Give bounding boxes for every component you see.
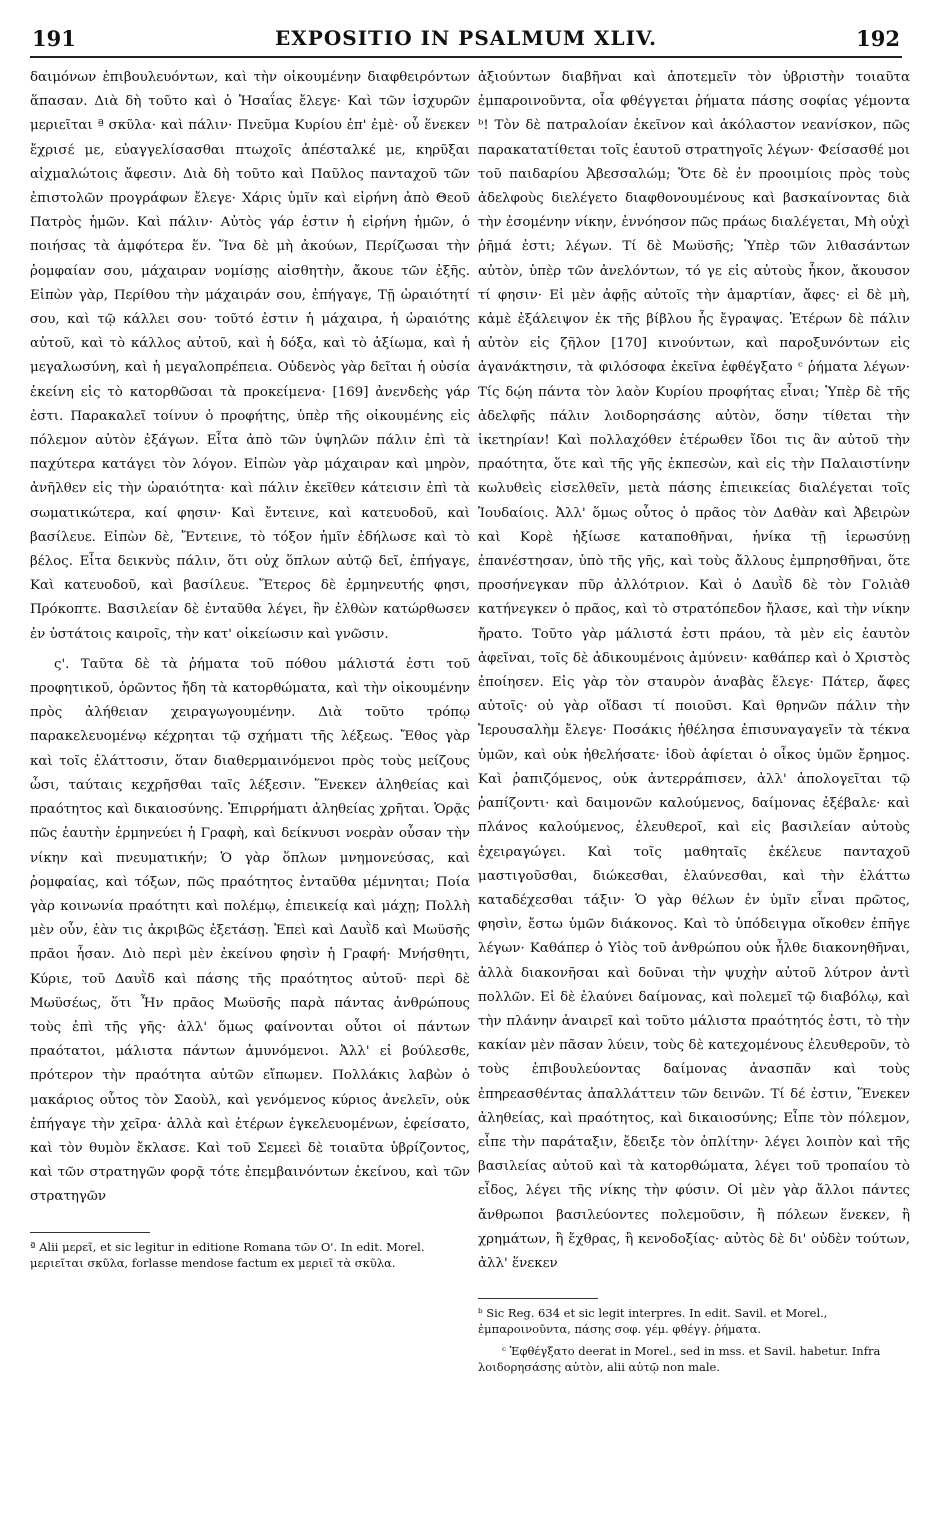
right-column	[478, 66, 910, 1375]
footnote-b: ᵇ Sic Reg. 634 et sic legit interpres. In edit. Savil. et Morel., ἐμπαροινοῦντα, πάσης σοφ. γέμ. φθέγγ. ῥήματα.	[478, 1306, 828, 1337]
running-title: EXPOSITIO IN PSALMUM XLIV.	[275, 26, 657, 50]
page-number-left: 191	[32, 26, 76, 51]
page-header	[30, 22, 902, 58]
left-column	[30, 66, 470, 1271]
page-number-right: 192	[856, 26, 900, 51]
left-paragraph-2: ς'. Ταῦτα δὲ τὰ ῥήματα τοῦ πόθου μάλιστά ἐστι τοῦ προφητικοῦ, ὁρῶντος ἤδη τὰ κατορθώματα, καὶ τὴν οἰκουμένην πρὸς ἀλήθειαν χειραγωγουμένην. Διὰ τοῦτο τρόπῳ παρακελευομένῳ κέχρηται τῷ σχήματι τῆς λέξεως. Ἔθος γὰρ καὶ τοῖς ἐλάττοσιν, ὅταν διαθερμαινόμενοι πρὸς τοὺς μείζους ὦσι, ταύταις κεχρῆσθαι ταῖς λέξεσιν. Ἕνεκεν ἀληθείας καὶ πραότητος καὶ δικαιοσύνης. Ἐπιρρήματι ἀληθείας χρῆται. Ὁρᾷς πῶς ἑαυτὴν ἑρμηνεύει ἡ Γραφὴ, καὶ δείκνυσι νοερὰν οὖσαν τὴν νίκην καὶ πνευματικήν; Ὁ γὰρ ὅπλων μνημονεύσας, καὶ ῥομφαίας, καὶ τόξων, πῶς πραότητος ἐνταῦθα μέμνηται; Ποία γὰρ κοινωνία πραότητι καὶ πολέμῳ, ἐπιεικείᾳ καὶ μάχῃ; Πολλὴ μὲν οὖν, ἐὰν τις ἀκριβῶς ἐξετάσῃ. Ἐπεὶ καὶ Δαυῒδ καὶ Μωϋσῆς πρᾶοι ἦσαν. Διὸ περὶ μὲν ἐκείνου φησὶν ἡ Γραφή· Μνήσθητι, Κύριε, τοῦ Δαυῒδ καὶ πάσης τῆς πραότητος αὐτοῦ· περὶ δὲ Μωϋσέως, ὅτι Ἦν πρᾶος Μωϋσῆς παρὰ πάντας ἀνθρώπους τοὺς ἐπὶ τῆς γῆς· ἀλλ' ὅμως φαίνονται οὗτοι οἱ πάντων πραότατοι, μάλιστα πάντων ἀμυνόμενοι. Ἀλλ' εἰ βούλεσθε, πρότερον τὴν πραότητα αὐτῶν εἴπωμεν. Πολλάκις λαβὼν ὁ μακάριος οὗτος τὸν Σαοὺλ, καὶ γενόμενος κύριος ἀνελεῖν, οὐκ ἐπήγαγε τὴν χεῖρα· ἀλλὰ καὶ ἑτέρων ἐγκελευομένων, ἐφείσατο, καὶ τὸν θυμὸν ἔκλασε. Καὶ τοῦ Σεμεεὶ δὲ τοιαῦτα ὑβρίζοντος, καὶ τῶν στρατηγῶν φορᾷ τότε ἐπεμβαινόντων ἐκείνου, καὶ τῶν στρατηγῶν	[30, 656, 470, 1205]
left-paragraph-1: δαιμόνων ἐπιβουλευόντων, καὶ τὴν οἰκουμένην διαφθειρόντων ἅπασαν. Διὰ δὴ τοῦτο καὶ ὁ Ἡσαΐας ἔλεγε· Καὶ τῶν ἰσχυρῶν μεριεῖται ª σκῦλα· καὶ πάλιν· Πνεῦμα Κυρίου ἐπ' ἐμὲ· οὗ ἕνεκεν ἔχρισέ με, εὐαγγελίσασθαι πτωχοῖς ἀπέσταλκέ με, κηρῦξαι αἰχμαλώτοις ἄφεσιν. Διὰ δὴ τοῦτο καὶ Παῦλος πανταχοῦ τῶν ἐπιστολῶν προγράφων ἔλεγε· Χάρις ὑμῖν καὶ εἰρήνη ἀπὸ Θεοῦ Πατρὸς ἡμῶν. Καὶ πάλιν· Αὐτὸς γάρ ἐστιν ἡ εἰρήνη ἡμῶν, ὁ ποιήσας τὰ ἀμφότερα ἕν. Ἵνα δὲ μὴ ἀκούων, Περίζωσαι τὴν ῥομφαίαν σου, μάχαιραν νομίσῃς αἰσθητὴν, ἄκουε τῶν ἑξῆς. Εἰπὼν γὰρ, Περίθου τὴν μάχαιράν σου, ἐπήγαγε, Τῇ ὡραιότητί σου, καὶ τῷ κάλλει σου· τοῦτό ἐστιν ἡ μάχαιρα, ἡ ὡραιότης αὐτοῦ, καὶ τὸ κάλλος αὐτοῦ, καὶ ἡ δόξα, καὶ τὸ ἀξίωμα, καὶ ἡ μεγαλωσύνη, καὶ ἡ μεγαλοπρέπεια. Οὐδενὸς γὰρ δεῖται ἡ οὐσία ἐκείνη εἰς τὸ κατορθῶσαι τὰ προκείμενα· [169] ἀνενδεὴς γάρ ἐστι. Παρακαλεῖ τοίνυν ὁ προφήτης, ὑπὲρ τῆς οἰκουμένης εἰς πόλεμον αὐτὸν ἐξάγων. Εἶτα ἀπὸ τῶν ὑψηλῶν πάλιν ἐπὶ τὰ παχύτερα κατάγει τὸν λόγον. Εἰπὼν γὰρ μάχαιραν καὶ μηρὸν, ἀνῆλθεν εἰς τὴν ὡραιότητα· καὶ πάλιν ἐκεῖθεν κάτεισιν ἐπὶ τὰ σωματικώτερα, καί φησιν· Καὶ ἔντεινε, καὶ κατευοδοῦ, καὶ βασίλευε. Εἰπὼν δὲ, Ἔντεινε, τὸ τόξον ἡμῖν ἐδήλωσε καὶ τὸ βέλος. Εἶτα δεικνὺς πάλιν, ὅτι οὐχ ὅπλων αὐτῷ δεῖ, ἐπήγαγε, Καὶ κατευοδοῦ, καὶ βασίλευε. Ἕτερος δὲ ἑρμηνευτής φησι, Πρόκοπτε. Βασιλείαν δὲ ἐνταῦθα λέγει, ἣν ἐλθὼν κατώρθωσεν ἐν ὑστάτοις καιροῖς, τὴν κατ' οἰκείωσιν καὶ γνῶσιν.	[30, 70, 470, 642]
right-paragraph-1: ἀξιούντων διαβῆναι καὶ ἀποτεμεῖν τὸν ὑβριστὴν τοιαῦτα ἐμπαροινοῦντα, οἷα φθέγγεται ῥήματα πάσης σοφίας γέμοντα ᵇ! Τὸν δὲ πατραλοίαν ἐκεῖνον καὶ ἀκόλαστον νεανίσκον, πῶς παρακατατίθεται τοῖς ἑαυτοῦ στρατηγοῖς λέγων· Φείσασθέ μοι τοῦ παιδαρίου Ἀβεσσαλώμ; Ὅτε δὲ ἐν προοιμίοις πρὸς τοὺς ἀδελφοὺς διελέγετο διαφθονουμένους καὶ βασκαίνοντας διὰ τὴν ἐσομένην νίκην, ἐννόησον πῶς πράως διαλέγεται, Μὴ οὐχὶ ῥῆμά ἐστι; λέγων. Τί δὲ Μωϋσῆς; Ὑπὲρ τῶν λιθασάντων αὐτὸν, ὑπὲρ τῶν ἀνελόντων, τό γε εἰς αὐτοὺς ἧκον, ἄκουσον τί φησιν· Εἰ μὲν ἀφῇς αὐτοῖς τὴν ἁμαρτίαν, ἄφες· εἰ δὲ μὴ, κἀμὲ ἐξάλειψον ἐκ τῆς βίβλου ἧς ἔγραψας. Ἑτέρων δὲ πάλιν αὐτὸν εἰς ζῆλον [170] κινούντων, καὶ παροξυνόντων εἰς ἀγανάκτησιν, τὰ φιλόσοφα ἐκεῖνα ἐφθέγξατο ᶜ ῥήματα λέγων· Τίς δῴη πάντα τὸν λαὸν Κυρίου προφήτας εἶναι; Ὑπὲρ δὲ τῆς ἀδελφῆς πάλιν λοιδορησάσης αὐτὸν, ὅσην τίθεται τὴν ἱκετηρίαν! Καὶ πολλαχόθεν ἑτέρωθεν ἴδοι τις ἂν αὐτοῦ τὴν πραότητα, ὅτε καὶ τῆς γῆς ἐκπεσὼν, καὶ εἰς τὴν Παλαιστίνην κωλυθεὶς εἰσελθεῖν, μετὰ πάσης ἐπιεικείας διαλέγεται τοῖς Ἰουδαίοις. Ἀλλ' ὅμως οὗτος ὁ πρᾶος τὸν Δαθὰν καὶ Ἀβειρὼν καὶ Κορὲ ἠξίωσε καταποθῆναι, ἡνίκα τῇ ἱερωσύνῃ ἐπανέστησαν, ὑπὸ τῆς γῆς, καὶ τοὺς ἄλλους ἐμπρησθῆναι, ὅτε προσήνεγκαν πῦρ ἀλλότριον. Καὶ ὁ Δαυῒδ δὲ τὸν Γολιὰθ κατήνεγκεν ὁ πρᾶος, καὶ τὸ στρατόπεδον ἤλασε, καὶ τὴν νίκην ἤρατο. Τοῦτο γὰρ μάλιστά ἐστι πράου, τὰ μὲν εἰς ἑαυτὸν ἀφεῖναι, τοῖς δὲ ἀδικουμένοις ἀμύνειν· καθάπερ καὶ ὁ Χριστὸς ἐποίησεν. Εἰς γὰρ τὸν σταυρὸν ἀναβὰς ἔλεγε· Πάτερ, ἄφες αὐτοῖς· οὐ γὰρ οἴδασι τί ποιοῦσι. Καὶ θρηνῶν πάλιν τὴν Ἱερουσαλὴμ ἔλεγε· Ποσάκις ἠθέλησα ἐπισυναγαγεῖν τὰ τέκνα ὑμῶν, καὶ οὐκ ἠθελήσατε· ἰδοὺ ἀφίεται ὁ οἶκος ὑμῶν ἔρημος. Καὶ ῥαπιζόμενος, οὐκ ἀντερράπισεν, ἀλλ' ἀπολογεῖται τῷ ῥαπίζοντι· καὶ δαιμονῶν καλούμενος, δαίμονας ἐξέβαλε· καὶ πλάνος καλούμενος, ἐλευθεροῖ, καὶ εἰς βασιλείαν αὐτοὺς ἐχειραγώγει. Καὶ τοῖς μαθηταῖς ἐκέλευε πανταχοῦ μαστιγοῦσθαι, διώκεσθαι, ἐλαύνεσθαι, καὶ τὴν ἐλάττω καταδέχεσθαι τάξιν· Ὁ γὰρ θέλων ἐν ὑμῖν εἶναι πρῶτος, φησὶν, ἔστω ὑμῶν διάκονος. Καὶ τὸ ὑπόδειγμα οἴκοθεν ἐπῆγε λέγων· Καθάπερ ὁ Υἱὸς τοῦ ἀνθρώπου οὐκ ἦλθε διακονηθῆναι, ἀλλὰ διακονῆσαι καὶ δοῦναι τὴν ψυχὴν αὐτοῦ λύτρον ἀντὶ πολλῶν. Εἰ δὲ ἐλαύνει δαίμονας, καὶ πολεμεῖ τῷ διαβόλῳ, καὶ τὴν πλάνην ἀναιρεῖ καὶ τοῦτο μάλιστα πραότητός ἐστι, τὸ τὴν κακίαν μὲν πᾶσαν λύειν, τοὺς δὲ κατεχομένους ἐλευθεροῦν, τὸ τοὺς ἐπιβουλεύοντας δαίμονας ἀνασπᾶν καὶ τοὺς ἐπηρεασθέντας ἀπαλλάττειν τῶν δεινῶν. Τί δέ ἐστιν, Ἕνεκεν ἀληθείας, καὶ πραότητος, καὶ δικαιοσύνης; Εἶπε τὸν πόλεμον, εἶπε τὴν παράταξιν, ἔδειξε τὸν ὁπλίτην· λέγει λοιπὸν καὶ τῆς βασιλείας αὐτοῦ καὶ τὰ κατορθώματα, λέγει τοῦ τροπαίου τὸ εἶδος, λέγει τῆς νίκης τὴν φύσιν. Οἱ μὲν γὰρ ἄλλοι πάντες ἄνθρωποι βασιλεύοντες πολεμοῦσιν, ἢ πόλεων ἕνεκεν, ἢ χρημάτων, ἢ ἔχθρας, ἢ κενοδοξίας· αὐτὸς δὲ δι' οὐδὲν τούτων, ἀλλ' ἕνεκεν	[478, 70, 910, 1271]
footnote-a: ª Alii μερεῖ, et sic legitur in editione Romana τῶν Ο'. In edit. Morel. μεριεῖται σκῦλα, forlasse mendose factum ex μεριεῖ τὰ σκῦλα.	[30, 1239, 425, 1270]
footnote-rule-right	[478, 1298, 598, 1299]
footnote-c: ᶜ Ἐφθέγξατο deerat in Morel., sed in mss. et Savil. habetur. Infra λοιδορησάσης αὐτὸν, alii αὐτῷ non male.	[478, 1344, 881, 1375]
footnote-rule-left	[30, 1232, 150, 1233]
